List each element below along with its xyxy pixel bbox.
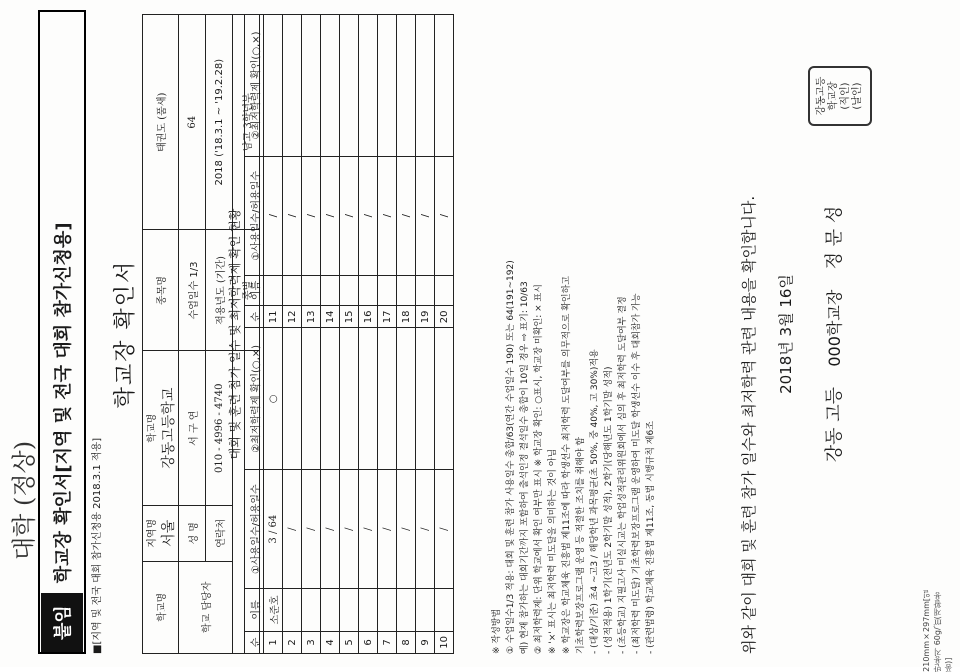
table-cell: 소준호 [264, 588, 283, 631]
table-cell: / [416, 469, 435, 588]
table-cell [321, 275, 340, 306]
attachment-tag: 붙임 [41, 593, 83, 652]
table-cell [435, 14, 454, 156]
doc-title: 학교장 확인서 [113, 259, 138, 408]
table-cell [378, 275, 397, 306]
section-title: 대회 및 훈련 참가 일수 및 최저학력제 확인 현황 [228, 208, 242, 459]
school-label: 학교명 [143, 561, 179, 653]
note-line: 예) 현재 참가하는 대회기간까지 포함하여 출석인정 결석일수 총합이 10일 경우 ⇨ 표기: 10/63 [520, 280, 530, 654]
table-cell: / [397, 156, 416, 275]
table-cell [397, 275, 416, 306]
issue-date: 2018년 3월 16일 [777, 273, 795, 394]
table-cell: 3 / 64 [264, 469, 283, 588]
table-cell [302, 275, 321, 306]
note-line: - (대상/기준) 초4 ~고3 / 해당학년 과목평균(초 50%, 중 40%, 고 30%)적용 [590, 348, 600, 654]
table-cell [321, 327, 340, 469]
note-line: ② 최저학력제: 단위 학교에서 확인 여부만 표시 ※ 학교장 확인: ○표시, 학교장 미확인: × 표시 [534, 283, 544, 654]
table-cell: / [340, 469, 359, 588]
table-cell [283, 275, 302, 306]
table-cell [340, 327, 359, 469]
teacher-label: 학교 담당자 [179, 561, 233, 653]
note-line: - (최저학력 미도달) 기초학력보장프로그램 운영하여 미도달 학생선수 이수 후 대회참가 가능 [632, 292, 642, 654]
col-header: ①사용일수/허용일수 [245, 469, 264, 588]
class-label: 종별 [233, 229, 260, 350]
note-line: ※ 작성방법 [492, 608, 502, 654]
table-row [378, 14, 397, 653]
table-cell [378, 14, 397, 156]
table-cell: / [359, 469, 378, 588]
table-cell [302, 327, 321, 469]
col-header: 순 [245, 305, 264, 327]
table-cell: / [340, 156, 359, 275]
table-cell [359, 327, 378, 469]
header-box [38, 10, 86, 654]
document-body [30, 4, 930, 664]
note-line: ※ '×' 표시는 최저학력 미도달을 의미하는 것이 아님 [548, 448, 558, 654]
table-cell: / [397, 469, 416, 588]
name-value: 서 구 연 [179, 350, 206, 505]
note-line: - (초등학교) 지필고사 미실시교는 학업성적관리위원회에서 심의 후 최저학력 도달여부 결정 [618, 295, 628, 654]
header-title: 학교장 확인서[지역 및 전국 대회 참가신청용] [53, 221, 74, 583]
col-header: 이름 [245, 588, 264, 631]
table-cell: / [264, 156, 283, 275]
table-cell [378, 588, 397, 631]
col-header: ②최저학력제 확인(○,×) [245, 14, 264, 156]
note-line: ① 수업일수1/3 적용: 대회 및 훈련 참가 사용일수 총합/63(연간 수업일수 190) 또는 64(191~192) [506, 259, 516, 654]
table-cell: 17 [378, 305, 397, 327]
days-value: 64 [179, 14, 206, 229]
table-cell: 6 [359, 631, 378, 653]
table-cell [321, 588, 340, 631]
table-cell [340, 588, 359, 631]
table-cell [283, 327, 302, 469]
official-seal: 강동고등 학교장 (직인) (날인) [808, 66, 872, 126]
table-row [283, 14, 302, 653]
note-line: ※ 학교장은 학교체육 진흥법 제11조에 따라 학생선수 최저학력 도달여부를 의무적으로 확인하고 [562, 275, 572, 654]
days-label: 수업일수 1/3 [179, 229, 206, 350]
table-cell [264, 14, 283, 156]
col-header: ②최저학력제 확인(○,×) [245, 327, 264, 469]
table-cell: 9 [416, 631, 435, 653]
principal-name: 정 문 성 [824, 205, 845, 269]
table-cell [359, 275, 378, 306]
event-label: 종목명 [143, 229, 179, 350]
note-line: - (성적적용) 1학기(전년도 2학기말 성적), 2학기(당해년도 1학기말 성적) [604, 366, 614, 654]
table-cell [397, 327, 416, 469]
table-cell: 14 [321, 305, 340, 327]
class-value: 남고 3학년부 [233, 14, 260, 229]
table-cell: / [378, 469, 397, 588]
table-cell [435, 588, 454, 631]
year-value: 2018 ('18.3.1 ~ '19.2.28) [206, 14, 233, 229]
table-cell: 13 [302, 305, 321, 327]
contact-value: 010 - 4996 - 4740 [206, 350, 233, 505]
table-cell: / [321, 469, 340, 588]
table-cell: / [435, 156, 454, 275]
closing-statement: 위와 같이 대회 및 훈련 참가 일수와 최저학력 관련 내용을 확인합니다. [740, 195, 758, 654]
table-cell: 16 [359, 305, 378, 327]
note-line: 기초학력보장프로그램 운영 등 적절한 조치를 취해야 함 [576, 436, 586, 654]
table-cell [397, 588, 416, 631]
name-label: 성 명 [179, 505, 206, 561]
table-cell: 1 [264, 631, 283, 653]
table-cell [416, 588, 435, 631]
table-cell: / [283, 156, 302, 275]
school-name-cell: 학교명 강동고등학교 [143, 350, 179, 505]
table-cell: / [359, 156, 378, 275]
table-cell: 8 [397, 631, 416, 653]
table-cell [302, 588, 321, 631]
table-cell [435, 327, 454, 469]
paper-spec-note: 210mm×297mm[일반용지 60g/㎡(재활용품)] [922, 590, 953, 672]
region-cell: 지역명 서울 [143, 505, 179, 561]
table-cell: / [302, 156, 321, 275]
event-value: 태권도 (품새) [143, 14, 179, 229]
table-cell: 20 [435, 305, 454, 327]
table-cell: ○ [264, 327, 283, 469]
table-cell: 11 [264, 305, 283, 327]
col-header: 순 [245, 631, 264, 653]
table-row [416, 14, 435, 653]
table-row [302, 14, 321, 653]
attendance-table [244, 14, 454, 654]
year-label: 적용년도 (기간) [206, 229, 233, 350]
table-cell: / [283, 469, 302, 588]
table-cell [283, 14, 302, 156]
table-cell [359, 588, 378, 631]
table-cell: / [416, 156, 435, 275]
table-cell [340, 275, 359, 306]
table-cell: / [302, 469, 321, 588]
table-cell [321, 14, 340, 156]
col-header: 이름 [245, 275, 264, 306]
contact-label: 연락처 [206, 505, 233, 561]
table-cell [378, 327, 397, 469]
table-cell [416, 275, 435, 306]
table-cell [397, 14, 416, 156]
table-cell: 2 [283, 631, 302, 653]
table-cell [340, 14, 359, 156]
school-handwritten: 강동 고등 [824, 386, 845, 462]
table-cell: 18 [397, 305, 416, 327]
table-cell: 5 [340, 631, 359, 653]
table-cell [416, 327, 435, 469]
table-cell: 12 [283, 305, 302, 327]
margin-handwriting: 대학 (정상) [10, 440, 38, 560]
table-row [359, 14, 378, 653]
principal-role: 000학교장 [825, 289, 844, 367]
table-cell [264, 275, 283, 306]
table-row [321, 14, 340, 653]
table-cell [416, 14, 435, 156]
table-cell [302, 14, 321, 156]
col-header: ①사용일수/허용일수 [245, 156, 264, 275]
table-cell: 4 [321, 631, 340, 653]
table-row [264, 14, 283, 653]
table-cell [283, 588, 302, 631]
table-row [397, 14, 416, 653]
table-cell [359, 14, 378, 156]
table-cell: 15 [340, 305, 359, 327]
note-line: - (관련법령) 학교체육 진흥법 제11조, 동법 시행규칙 제6조 [646, 420, 656, 654]
table-cell [435, 275, 454, 306]
attendance-rows [264, 14, 454, 653]
table-row [340, 14, 359, 653]
table-cell: / [435, 469, 454, 588]
table-cell: / [321, 156, 340, 275]
notes-block [490, 14, 658, 654]
table-cell: / [378, 156, 397, 275]
subheading: ■[지역 및 전국 대회 참가신청용 2018.3.1 적용] [92, 437, 103, 654]
table-cell: 3 [302, 631, 321, 653]
table-cell: 19 [416, 305, 435, 327]
table-row [435, 14, 454, 653]
table-cell: 7 [378, 631, 397, 653]
table-cell: 10 [435, 631, 454, 653]
